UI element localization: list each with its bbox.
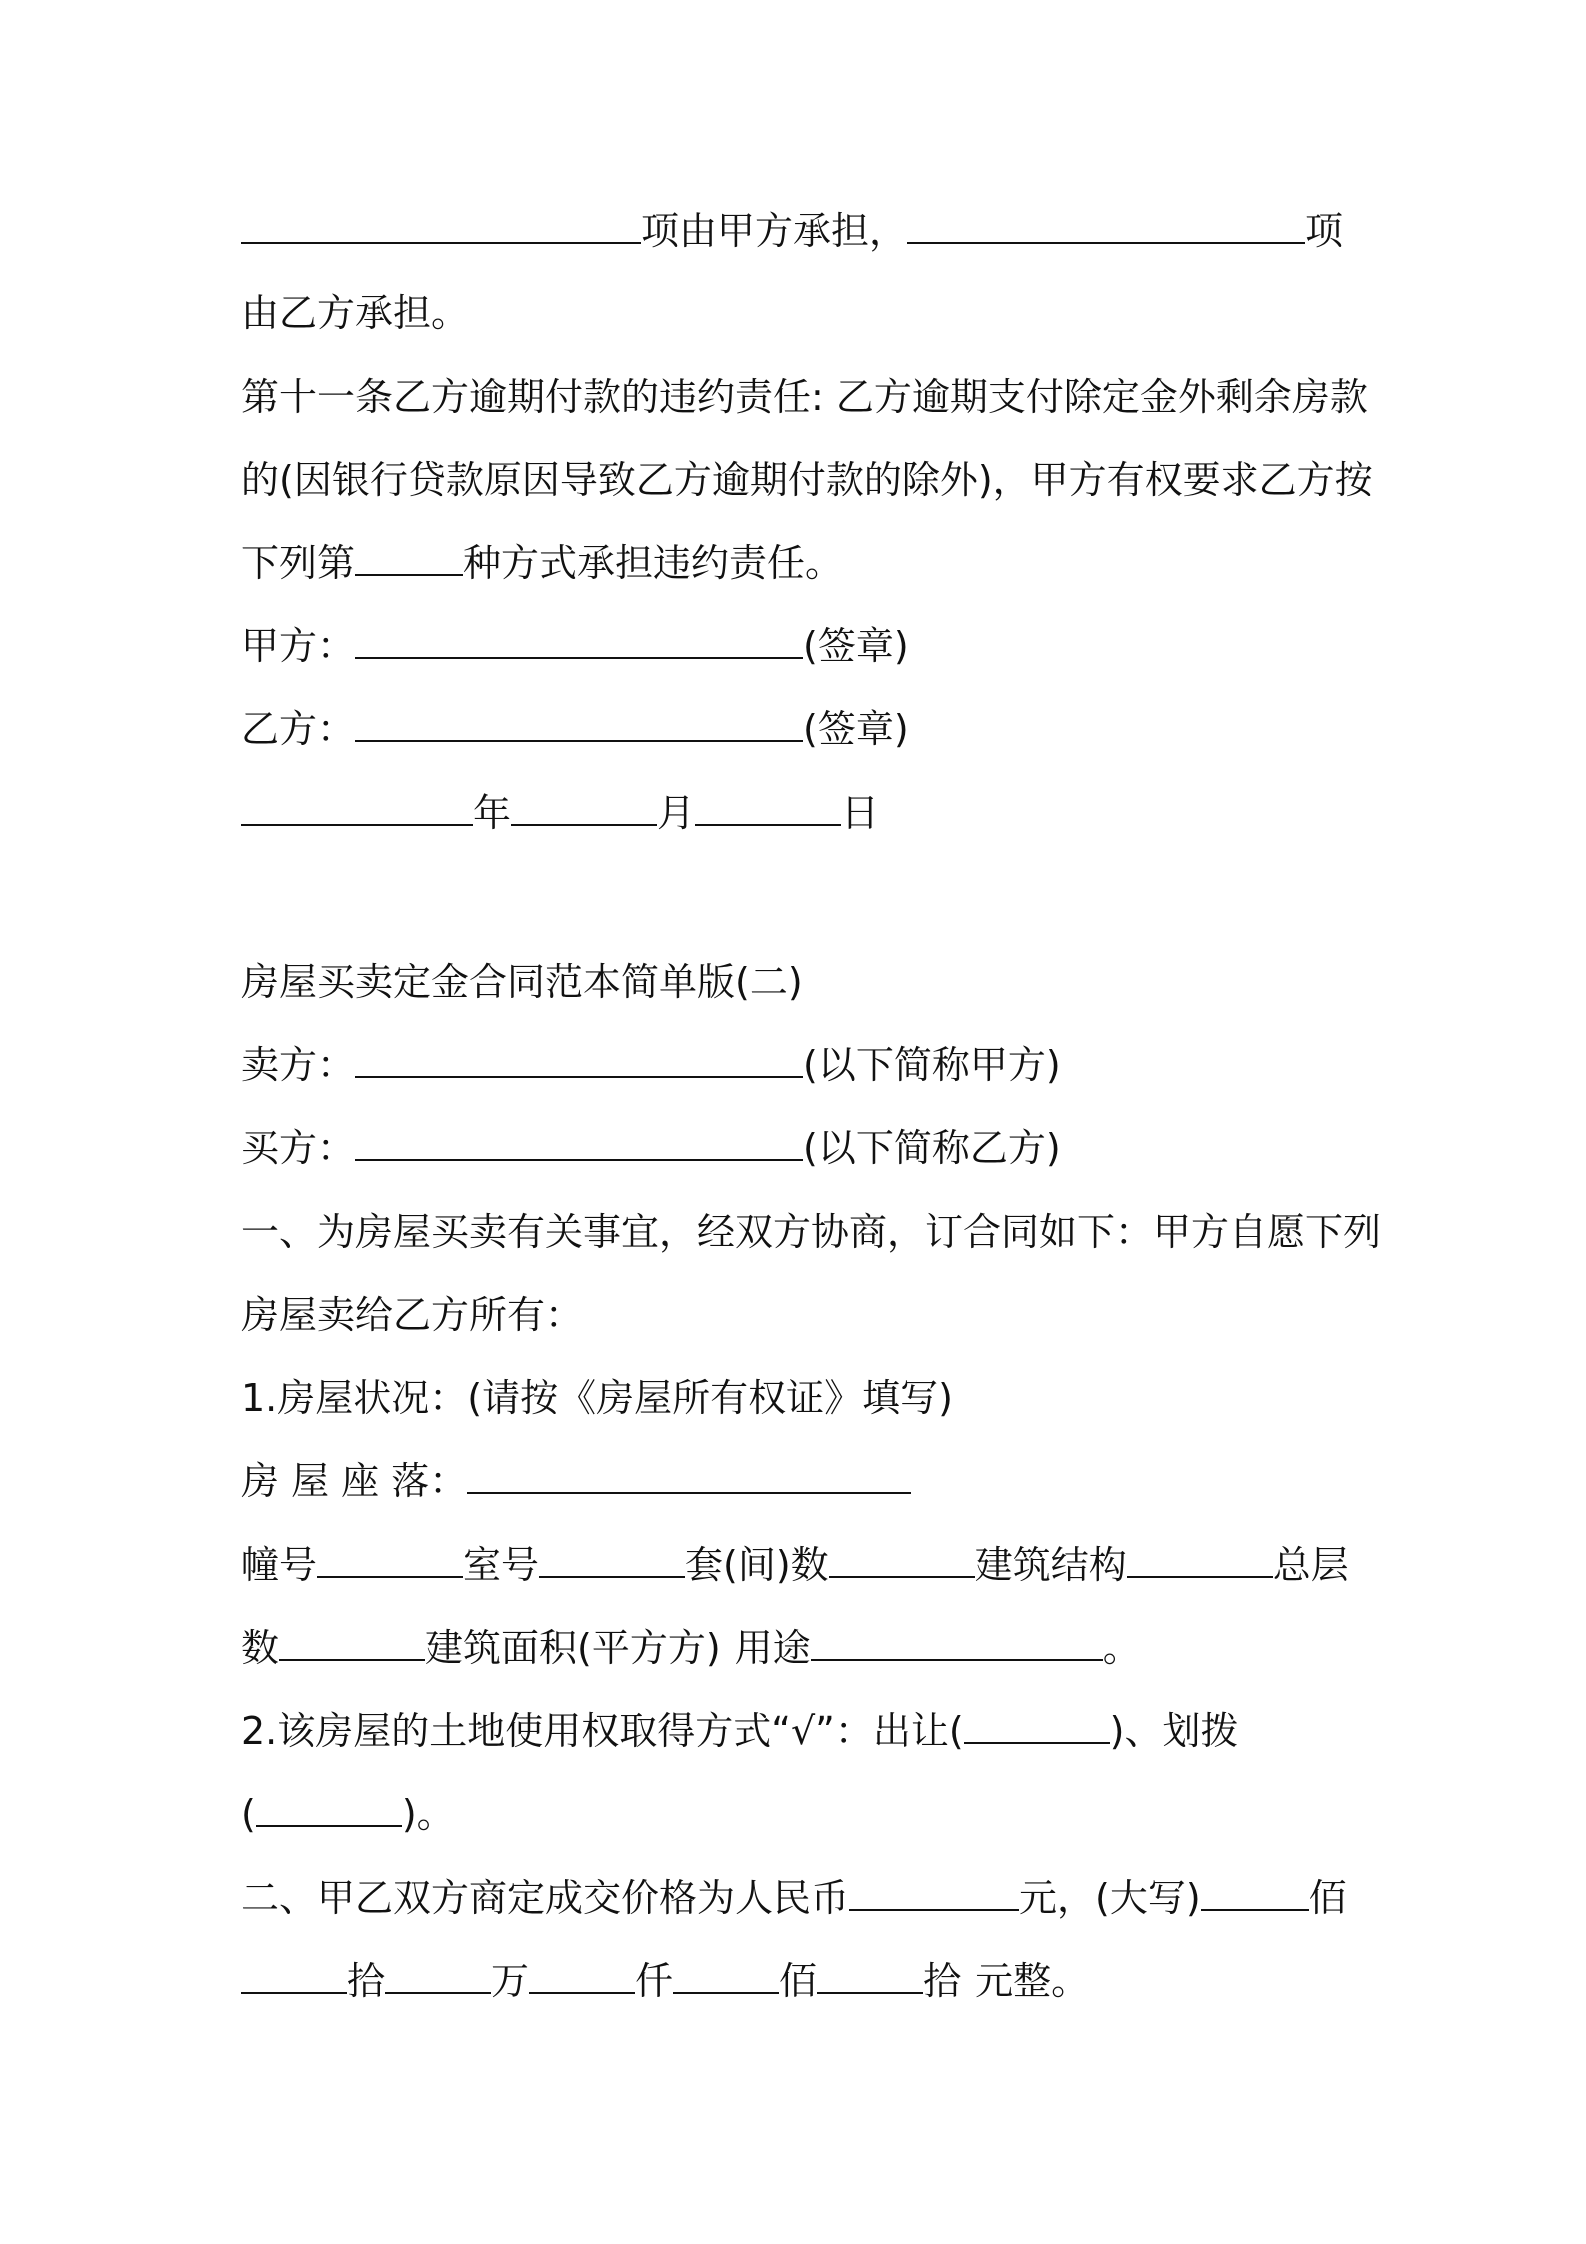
text: 套(间)数 (685, 1543, 829, 1587)
text: 2.该房屋的土地使用权取得方式“√”：出让( (241, 1709, 964, 1753)
room-no-field[interactable] (539, 1540, 685, 1578)
article-11-line-1: 第十一条乙方逾期付款的违约责任: 乙方逾期支付除定金外剩余房款 (241, 375, 1368, 419)
text: 项由甲方承担， (641, 209, 908, 253)
text: 幢号 (241, 1543, 318, 1587)
shi-field[interactable] (241, 1956, 347, 1994)
text: 元，(大写) (1019, 1876, 1201, 1920)
text: 室号 (463, 1543, 540, 1587)
text: 万 (491, 1959, 530, 2003)
text: 种方式承担违约责任。 (463, 541, 844, 585)
month-field[interactable] (511, 788, 657, 826)
text: )。 (401, 1792, 455, 1836)
text: (签章) (803, 707, 909, 751)
building-no-field[interactable] (317, 1540, 463, 1578)
blank-field[interactable] (241, 206, 641, 244)
text: ( (241, 1792, 256, 1836)
seller-label: 卖方： (241, 1043, 356, 1087)
house-detail-line-2 (241, 1623, 1141, 1673)
usage-field[interactable] (811, 1623, 1103, 1661)
house-detail-line-1 (241, 1540, 1349, 1590)
date-line (241, 788, 879, 838)
text: 仟 (635, 1959, 674, 2003)
text: 建筑结构 (974, 1543, 1127, 1587)
cost-line-1 (241, 206, 1343, 256)
day-field[interactable] (695, 788, 841, 826)
year-field[interactable] (241, 788, 473, 826)
text: (以下简称乙方) (803, 1126, 1061, 1170)
transfer-field[interactable] (964, 1706, 1110, 1744)
text: 总层 (1272, 1543, 1349, 1587)
buyer-label: 买方： (241, 1126, 356, 1170)
text: 拾 (923, 1959, 962, 2003)
bai2-field[interactable] (673, 1956, 779, 1994)
article-11-line-3 (241, 538, 843, 588)
clause-1-line-1: 一、为房屋买卖有关事宜，经双方协商，订合同如下：甲方自愿下列 (241, 1210, 1382, 1254)
shi2-field[interactable] (817, 1956, 923, 1994)
text: (签章) (803, 624, 909, 668)
location-field[interactable] (467, 1456, 911, 1494)
party-b-signature (241, 704, 909, 754)
text: 年 (473, 791, 512, 835)
seller-field[interactable] (355, 1040, 803, 1078)
structure-field[interactable] (1127, 1540, 1273, 1578)
total-floors-field[interactable] (279, 1623, 425, 1661)
text: 佰 (1308, 1876, 1347, 1920)
blank-field[interactable] (907, 206, 1305, 244)
location-label: 房 屋 座 落： (241, 1459, 468, 1503)
cost-line-2: 由乙方承担。 (241, 291, 470, 335)
text: 用途 (734, 1626, 811, 1670)
buyer-field[interactable] (355, 1123, 803, 1161)
text: 。 (1102, 1626, 1141, 1670)
price-line-1 (241, 1873, 1347, 1923)
price-field[interactable] (849, 1873, 1019, 1911)
text: 下列第 (241, 541, 356, 585)
text: 二、甲乙双方商定成交价格为人民币 (241, 1876, 850, 1920)
clause-1-line-2: 房屋卖给乙方所有： (241, 1293, 584, 1337)
house-status: 1.房屋状况：(请按《房屋所有权证》填写) (241, 1376, 953, 1420)
location-line (241, 1456, 911, 1506)
article-11-line-2: 的(因银行贷款原因导致乙方逾期付款的除外)，甲方有权要求乙方按 (241, 458, 1373, 502)
text: 日 (841, 791, 880, 835)
bai-field[interactable] (1201, 1873, 1309, 1911)
suite-count-field[interactable] (829, 1540, 975, 1578)
text: 拾 (347, 1959, 386, 2003)
party-a-signature (241, 621, 909, 671)
blank-field[interactable] (355, 538, 463, 576)
qian-field[interactable] (529, 1956, 635, 1994)
price-line-2 (241, 1956, 1089, 2006)
buyer-line (241, 1123, 1061, 1173)
party-b-label: 乙方： (241, 707, 356, 751)
text: (以下简称甲方) (803, 1043, 1061, 1087)
text: 佰 (779, 1959, 818, 2003)
text: 元整。 (975, 1959, 1090, 2003)
land-right-line-1 (241, 1706, 1239, 1756)
party-b-sign-field[interactable] (355, 704, 803, 742)
land-right-line-2 (241, 1789, 455, 1839)
allocation-field[interactable] (256, 1789, 402, 1827)
party-a-sign-field[interactable] (355, 621, 803, 659)
wan-field[interactable] (385, 1956, 491, 1994)
contract-title: 房屋买卖定金合同范本简单版(二) (241, 960, 803, 1004)
text: 建筑面积(平方方) (425, 1626, 721, 1670)
party-a-label: 甲方： (241, 624, 356, 668)
text: 项 (1305, 209, 1344, 253)
seller-line (241, 1040, 1061, 1090)
text: 数 (241, 1626, 280, 1670)
text: 月 (657, 791, 696, 835)
text: )、划拨 (1109, 1709, 1239, 1753)
